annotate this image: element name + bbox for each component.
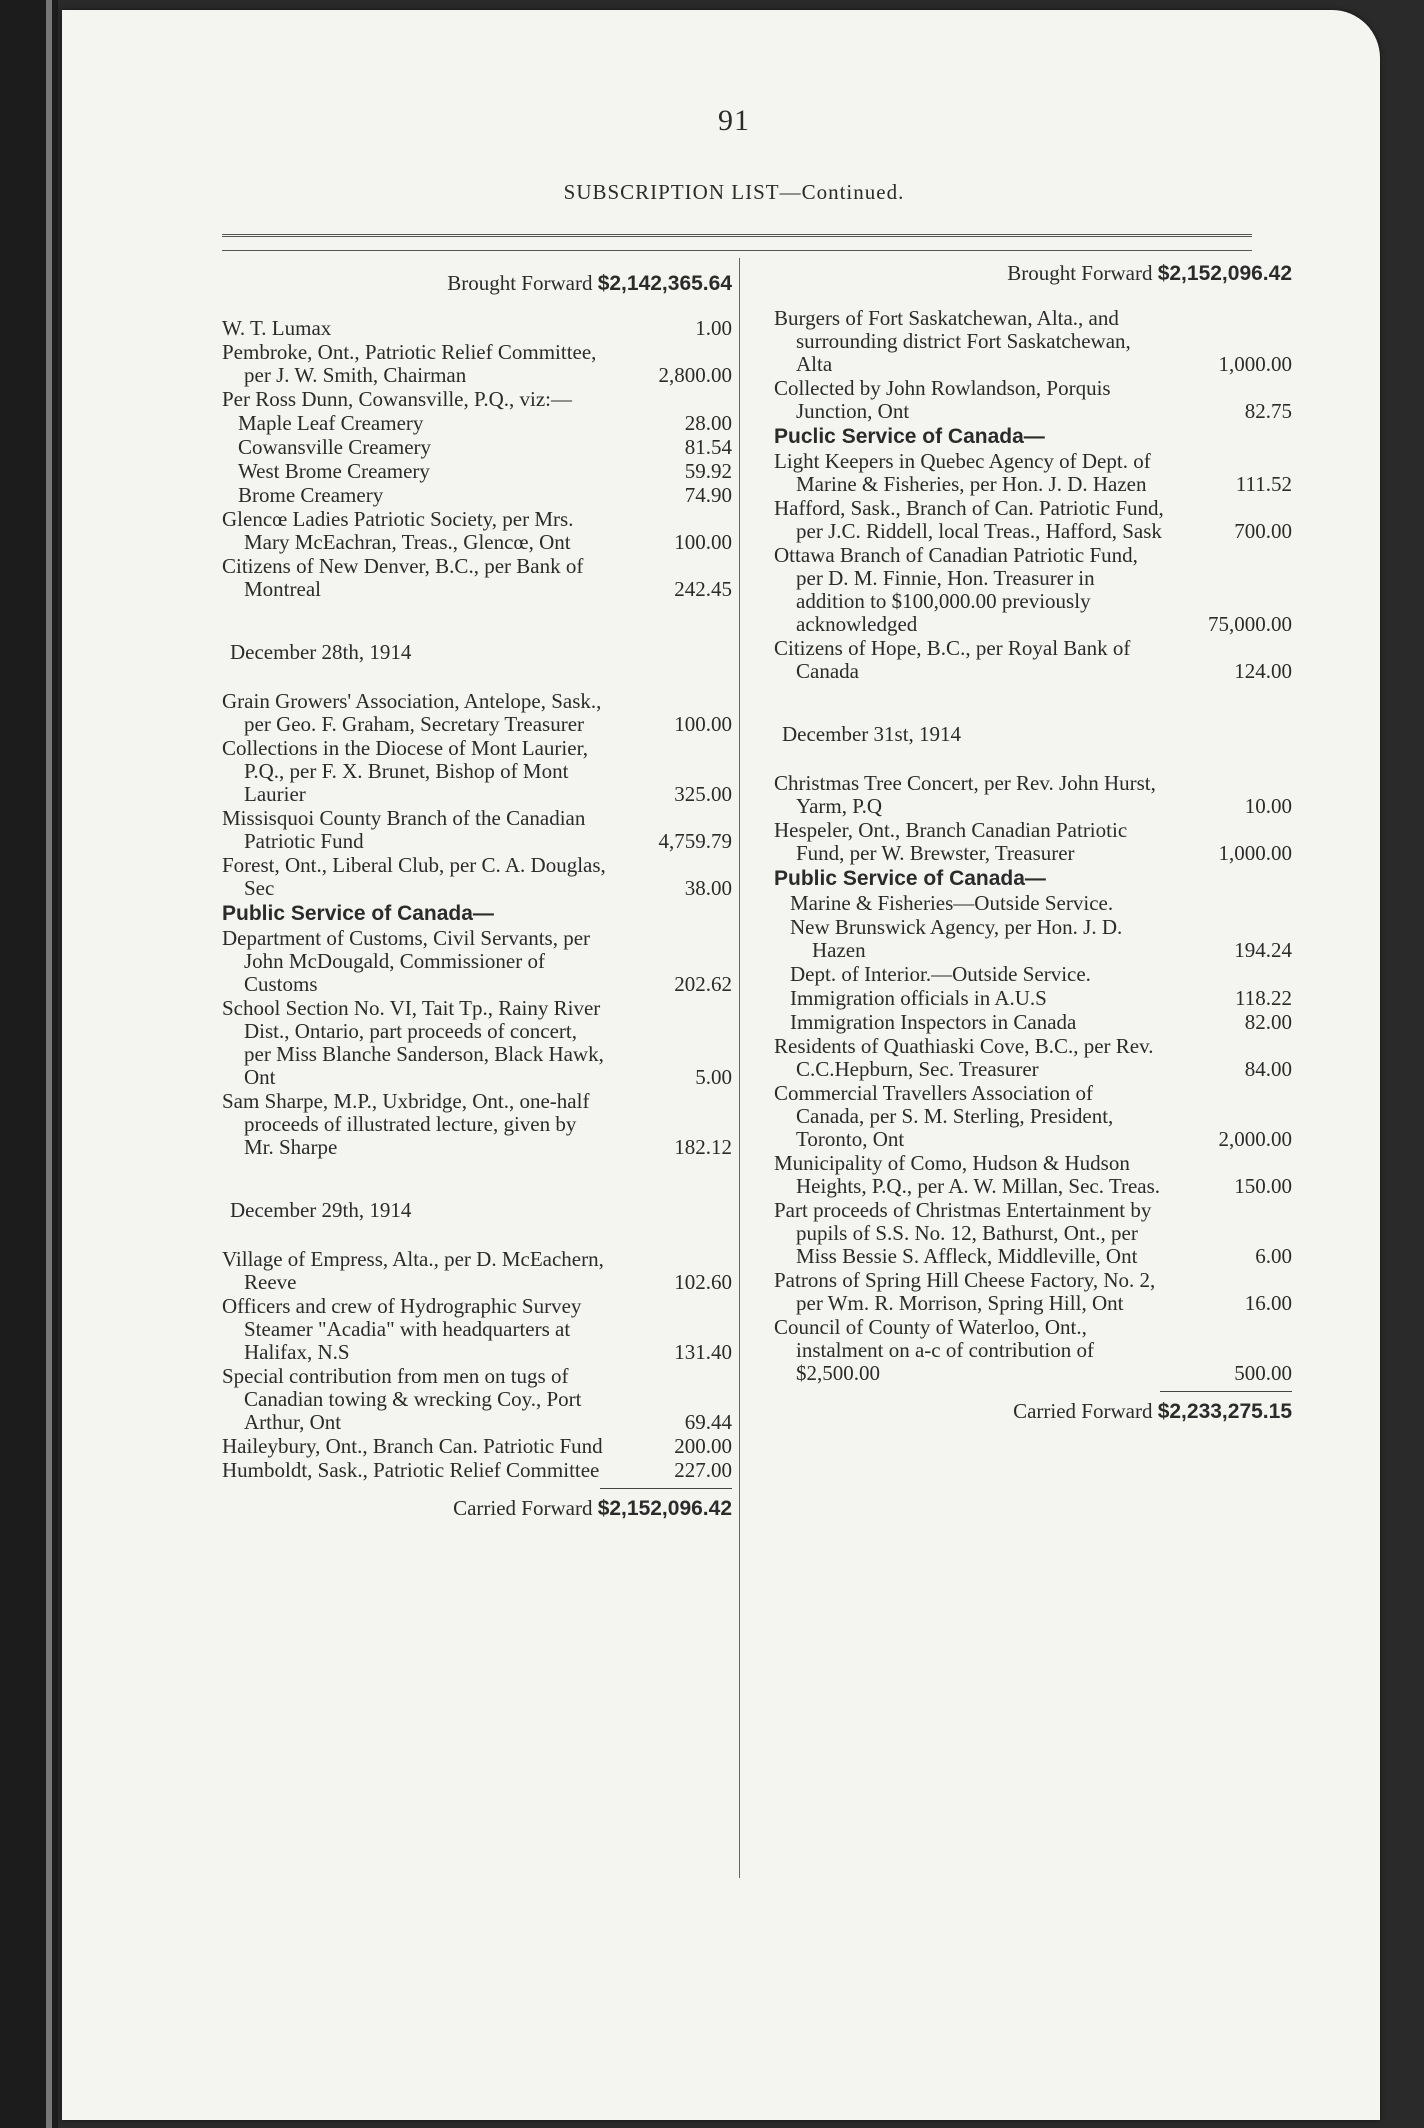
entry-name: Collections in the Diocese of Mont Laurier, P.Q., per F. X. Brunet, Bishop of Mont Laurier [222, 736, 588, 806]
entry-name: Grain Growers' Association, Antelope, Sask., per Geo. F. Graham, Secretary Treasurer [222, 689, 602, 736]
entry-list [222, 317, 732, 601]
list-item [222, 1248, 732, 1294]
list-item [774, 1269, 1292, 1315]
entry-name: Cowansville Creamery [238, 435, 432, 459]
entry-amount: 1.00 [695, 316, 732, 340]
section-heading: Public Service of Canada— [222, 902, 494, 925]
entry-list [774, 450, 1292, 683]
entry-name: Department of Customs, Civil Servants, per John McDougald, Commissioner of Customs [222, 926, 591, 996]
entry-name: Humboldt, Sask., Patriotic Relief Committee [222, 1458, 600, 1482]
entry-name: Hespeler, Ont., Branch Canadian Patriotic Fund, per W. Brewster, Treasurer [774, 818, 1128, 865]
list-item [774, 1316, 1292, 1385]
entry-amount: 100.00 [674, 712, 732, 736]
entry-list [774, 307, 1292, 423]
list-item [222, 737, 732, 806]
date-heading: December 31st, 1914 [782, 722, 962, 746]
list-item [774, 497, 1292, 543]
entry-name: Burgers of Fort Saskatchewan, Alta., and surrounding district Fort Saskatchewan, Alta [774, 306, 1131, 376]
entry-amount: 1,000.00 [1218, 841, 1292, 865]
entry-name: Glencœ Ladies Patriotic Society, per Mrs. Mary McEachran, Treas., Glencœ, Ont [222, 507, 574, 554]
entry-amount: 81.54 [684, 435, 732, 459]
entry-name: New Brunswick Agency, per Hon. J. D. Hazen [790, 915, 1123, 962]
entry-amount: 118.22 [1235, 986, 1292, 1010]
sum-rule [600, 1488, 732, 1489]
list-item [774, 987, 1292, 1010]
entry-amount: 150.00 [1234, 1174, 1292, 1198]
entry-amount: 182.12 [674, 1135, 732, 1159]
list-item [774, 892, 1292, 915]
brought-forward-label: Brought Forward [1007, 261, 1153, 285]
heading-rule [222, 250, 1252, 251]
list-item [774, 963, 1292, 986]
entry-amount: 82.75 [1244, 399, 1292, 423]
date-heading: December 29th, 1914 [230, 1198, 412, 1222]
entry-amount: 1,000.00 [1218, 352, 1292, 376]
list-item [774, 637, 1292, 683]
list-item [222, 341, 732, 387]
entry-name: Residents of Quathiaski Cove, B.C., per Rev. C.C.Hepburn, Sec. Treasurer [774, 1034, 1154, 1081]
carried-forward-amount: $2,233,275.15 [1157, 1400, 1292, 1423]
heading-double-rule [222, 234, 1252, 237]
list-item [774, 1035, 1292, 1081]
list-item [774, 772, 1292, 818]
entry-amount: 124.00 [1234, 659, 1292, 683]
entry-name: Immigration Inspectors in Canada [790, 1010, 1077, 1034]
entry-name: Citizens of New Denver, B.C., per Bank of Montreal [222, 554, 584, 601]
list-item [222, 508, 732, 554]
spine-edge [46, 0, 52, 2128]
list-item [222, 436, 732, 459]
entry-list [774, 892, 1292, 1385]
list-item [774, 1011, 1292, 1034]
entry-amount: 131.40 [674, 1340, 732, 1364]
list-item [774, 916, 1292, 962]
page-number: 91 [718, 104, 750, 137]
page-heading: SUBSCRIPTION LIST—Continued. [563, 180, 905, 204]
list-item [222, 1365, 732, 1434]
entry-amount: 325.00 [674, 782, 732, 806]
list-item [222, 927, 732, 996]
entry-name: Dept. of Interior.—Outside Service. [790, 962, 1091, 986]
list-item [222, 854, 732, 900]
entry-amount: 59.92 [684, 459, 732, 483]
entry-name: Ottawa Branch of Canadian Patriotic Fund, per D. M. Finnie, Hon. Treasurer in addition to $100,000.00 previously acknowledged [774, 543, 1138, 636]
entry-amount: 242.45 [674, 577, 732, 601]
entry-name: Missisquoi County Branch of the Canadian Patriotic Fund [222, 806, 586, 853]
entry-name: Light Keepers in Quebec Agency of Dept. of Marine & Fisheries, per Hon. J. D. Hazen [774, 449, 1151, 496]
entry-amount: 74.90 [684, 483, 732, 507]
entry-name: Municipality of Como, Hudson & Hudson Heights, P.Q., per A. W. Millan, Sec. Treas. [774, 1151, 1161, 1198]
list-item [222, 317, 732, 340]
list-item [222, 412, 732, 435]
entry-name: Officers and crew of Hydrographic Survey Steamer "Acadia" with headquarters at Halifax, N.S [222, 1294, 582, 1364]
entry-name: Per Ross Dunn, Cowansville, P.Q., viz:— [222, 387, 573, 411]
entry-amount: 69.44 [684, 1410, 732, 1434]
entry-amount: 6.00 [1255, 1244, 1292, 1268]
entry-amount: 102.60 [674, 1270, 732, 1294]
list-item [774, 450, 1292, 496]
entry-name: Council of County of Waterloo, Ont., instalment on a-c of contribution of $2,500.00 [774, 1315, 1095, 1385]
brought-forward [774, 262, 1292, 285]
list-item [222, 388, 732, 411]
carried-forward [774, 1400, 1292, 1423]
entry-name: Collected by John Rowlandson, Porquis Junction, Ont [774, 376, 1111, 423]
entry-name: Pembroke, Ont., Patriotic Relief Committee, per J. W. Smith, Chairman [222, 340, 597, 387]
entry-name: Village of Empress, Alta., per D. McEachern, Reeve [222, 1247, 604, 1294]
entry-name: Citizens of Hope, B.C., per Royal Bank of Canada [774, 636, 1131, 683]
entry-name: Maple Leaf Creamery [238, 411, 424, 435]
carried-forward-label: Carried Forward [1013, 1399, 1153, 1423]
entry-list [774, 772, 1292, 865]
entry-name: School Section No. VI, Tait Tp., Rainy River Dist., Ontario, part proceeds of concert, per Miss Blanche Sanderson, Black Hawk, Ont [222, 996, 604, 1089]
list-item [222, 484, 732, 507]
entry-amount: 2,000.00 [1218, 1127, 1292, 1151]
list-item [774, 819, 1292, 865]
brought-forward-amount: $2,152,096.42 [1157, 262, 1292, 285]
entry-amount: 38.00 [684, 876, 732, 900]
entry-name: Brome Creamery [238, 483, 384, 507]
list-item [774, 1082, 1292, 1151]
entry-amount: 227.00 [674, 1458, 732, 1482]
entry-amount: 200.00 [674, 1434, 732, 1458]
entry-amount: 202.62 [674, 972, 732, 996]
brought-forward [222, 272, 732, 295]
entry-list [222, 1248, 732, 1482]
entry-name: Patrons of Spring Hill Cheese Factory, No. 2, per Wm. R. Morrison, Spring Hill, Ont [774, 1268, 1156, 1315]
list-item [222, 997, 732, 1089]
brought-forward-amount: $2,142,365.64 [597, 272, 732, 295]
entry-amount: 82.00 [1244, 1010, 1292, 1034]
list-item [222, 1435, 732, 1458]
list-item [774, 307, 1292, 376]
entry-amount: 194.24 [1234, 938, 1292, 962]
brought-forward-label: Brought Forward [447, 271, 593, 295]
entry-name: Sam Sharpe, M.P., Uxbridge, Ont., one-half proceeds of illustrated lecture, given by Mr. Sharpe [222, 1089, 590, 1159]
list-item [222, 807, 732, 853]
section-heading: Puclic Service of Canada— [774, 425, 1045, 448]
list-item [774, 1199, 1292, 1268]
sum-rule [1160, 1391, 1292, 1392]
entry-amount: 10.00 [1244, 794, 1292, 818]
carried-forward-amount: $2,152,096.42 [597, 1497, 732, 1520]
column-divider [739, 258, 740, 1878]
list-item [222, 555, 732, 601]
entry-amount: 84.00 [1244, 1057, 1292, 1081]
entry-name: Forest, Ont., Liberal Club, per C. A. Douglas, Sec [222, 853, 606, 900]
entry-name: Hafford, Sask., Branch of Can. Patriotic Fund, per J.C. Riddell, local Treas., Hafford, Sask [774, 496, 1164, 543]
entry-amount: 75,000.00 [1208, 612, 1292, 636]
list-item [222, 1295, 732, 1364]
entry-name: Commercial Travellers Association of Canada, per S. M. Sterling, President, Toronto, Ont [774, 1081, 1114, 1151]
right-column [774, 262, 1292, 1423]
list-item [222, 460, 732, 483]
list-item [222, 690, 732, 736]
entry-amount: 5.00 [695, 1065, 732, 1089]
entry-list [222, 927, 732, 1159]
entry-name: Part proceeds of Christmas Entertainment by pupils of S.S. No. 12, Bathurst, Ont., per Miss Bessie S. Affleck, Middleville, Ont [774, 1198, 1152, 1268]
list-item [774, 544, 1292, 636]
entry-amount: 100.00 [674, 530, 732, 554]
list-item [222, 1459, 732, 1482]
entry-list [222, 690, 732, 900]
entry-amount: 700.00 [1234, 519, 1292, 543]
carried-forward [222, 1497, 732, 1520]
page [62, 10, 1380, 2120]
list-item [222, 1090, 732, 1159]
entry-amount: 500.00 [1234, 1361, 1292, 1385]
entry-name: Special contribution from men on tugs of Canadian towing & wrecking Coy., Port Arthur, Ont [222, 1364, 582, 1434]
date-heading: December 28th, 1914 [230, 640, 412, 664]
left-column [222, 272, 732, 1520]
list-item [774, 1152, 1292, 1198]
section-heading: Public Service of Canada— [774, 867, 1046, 890]
entry-name: Immigration officials in A.U.S [790, 986, 1047, 1010]
entry-amount: 4,759.79 [658, 829, 732, 853]
entry-amount: 16.00 [1244, 1291, 1292, 1315]
entry-name: Christmas Tree Concert, per Rev. John Hurst, Yarm, P.Q [774, 771, 1156, 818]
entry-name: Marine & Fisheries—Outside Service. [790, 891, 1114, 915]
list-item [774, 377, 1292, 423]
entry-amount: 28.00 [684, 411, 732, 435]
entry-amount: 2,800.00 [658, 363, 732, 387]
entry-name: Haileybury, Ont., Branch Can. Patriotic Fund [222, 1434, 603, 1458]
carried-forward-label: Carried Forward [453, 1496, 593, 1520]
entry-name: West Brome Creamery [238, 459, 430, 483]
entry-name: W. T. Lumax [222, 316, 332, 340]
entry-amount: 111.52 [1235, 472, 1292, 496]
